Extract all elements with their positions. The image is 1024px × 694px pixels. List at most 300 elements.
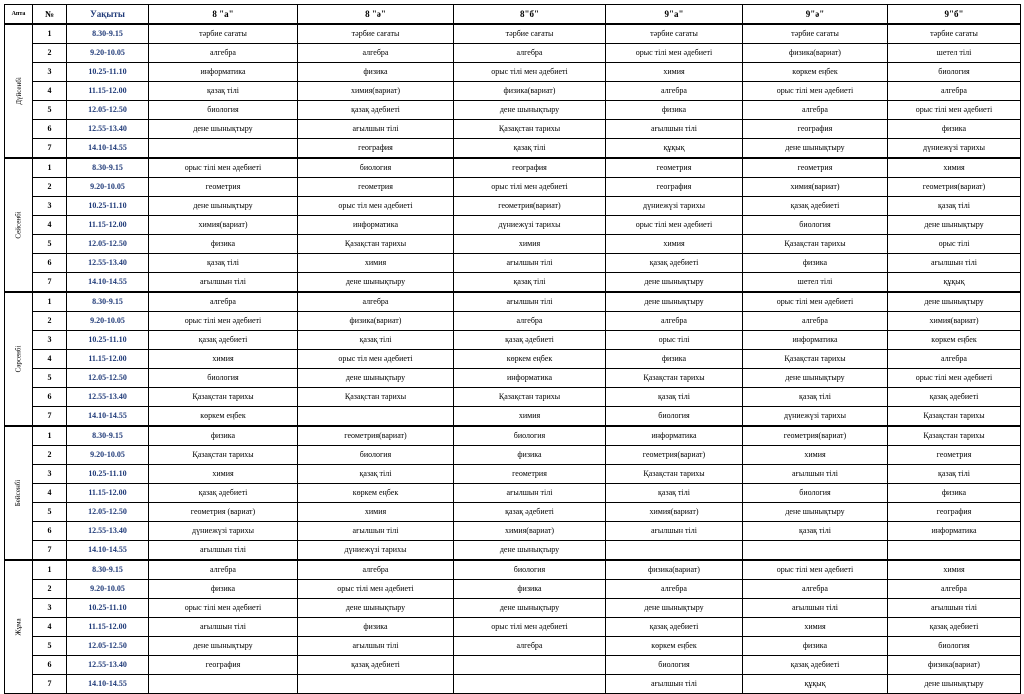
subject-cell: геометрия [454, 465, 606, 484]
subject-cell: орыс тіл мен әдебиеті [298, 197, 454, 216]
lesson-number: 4 [33, 618, 67, 637]
lesson-row [5, 331, 1021, 350]
subject-cell [606, 541, 743, 561]
subject-cell: қазақ тілі [888, 465, 1021, 484]
subject-cell: физика [606, 101, 743, 120]
subject-cell: физика [888, 120, 1021, 139]
lesson-row [5, 656, 1021, 675]
day-name: Сәрсенбі [14, 345, 23, 373]
lesson-number: 3 [33, 331, 67, 350]
lesson-number: 7 [33, 675, 67, 694]
subject-cell: Қазақстан тарихы [743, 350, 888, 369]
subject-cell: информатика [298, 216, 454, 235]
subject-cell: қазақ әдебиеті [149, 484, 298, 503]
subject-cell: информатика [743, 331, 888, 350]
subject-cell: физика [298, 618, 454, 637]
subject-cell: биология [606, 656, 743, 675]
subject-cell: Қазақстан тарихы [888, 407, 1021, 427]
lesson-number: 4 [33, 484, 67, 503]
subject-cell: биология [298, 446, 454, 465]
subject-cell: химия [743, 618, 888, 637]
subject-cell: қазақ тілі [606, 388, 743, 407]
subject-cell: алгебра [606, 312, 743, 331]
lesson-number: 2 [33, 446, 67, 465]
lesson-row [5, 158, 1021, 178]
subject-cell: ағылшын тілі [298, 120, 454, 139]
subject-cell: биология [149, 369, 298, 388]
subject-cell: дене шынықтыру [149, 197, 298, 216]
lesson-number: 3 [33, 465, 67, 484]
header-class-9b: 9"б" [888, 5, 1021, 25]
day-name: Бейсенбі [14, 479, 23, 507]
subject-cell: биология [454, 426, 606, 446]
lesson-row [5, 407, 1021, 427]
lesson-time: 14.10-14.55 [67, 675, 149, 694]
subject-cell: алгебра [888, 82, 1021, 101]
subject-cell: химия [298, 254, 454, 273]
subject-cell: геометрия (вариат) [149, 503, 298, 522]
day-cell [5, 292, 33, 426]
subject-cell: қазақ тілі [888, 197, 1021, 216]
subject-cell: физика(вариат) [606, 560, 743, 580]
subject-cell: алгебра [606, 82, 743, 101]
subject-cell: геометрия [888, 446, 1021, 465]
lesson-number: 1 [33, 158, 67, 178]
subject-cell: орыс тілі мен әдебиеті [743, 292, 888, 312]
lesson-row [5, 82, 1021, 101]
subject-cell: химия(вариат) [454, 522, 606, 541]
day-cell [5, 426, 33, 560]
subject-cell: химия [606, 63, 743, 82]
subject-cell: география [743, 120, 888, 139]
lesson-number: 3 [33, 63, 67, 82]
lesson-time: 14.10-14.55 [67, 139, 149, 159]
subject-cell: орыс тілі мен әдебиеті [298, 580, 454, 599]
lesson-number: 1 [33, 24, 67, 44]
subject-cell: ағылшын тілі [888, 254, 1021, 273]
subject-cell: шетел тілі [743, 273, 888, 293]
lesson-row [5, 273, 1021, 293]
lesson-time: 9.20-10.05 [67, 446, 149, 465]
subject-cell: орыс тілі [888, 235, 1021, 254]
subject-cell: алгебра [888, 580, 1021, 599]
lesson-number: 3 [33, 599, 67, 618]
subject-cell: Қазақстан тарихы [454, 388, 606, 407]
lesson-row [5, 216, 1021, 235]
lesson-number: 7 [33, 139, 67, 159]
subject-cell: биология [454, 560, 606, 580]
subject-cell: алгебра [606, 580, 743, 599]
subject-cell: көркем еңбек [454, 350, 606, 369]
subject-cell: дене шынықтыру [454, 599, 606, 618]
subject-cell: геометрия(вариат) [743, 426, 888, 446]
subject-cell: алгебра [743, 312, 888, 331]
subject-cell: биология [298, 158, 454, 178]
lesson-number: 1 [33, 560, 67, 580]
subject-cell: ағылшын тілі [298, 522, 454, 541]
lesson-row [5, 599, 1021, 618]
subject-cell: қазақ тілі [743, 522, 888, 541]
subject-cell: орыс тілі мен әдебиеті [606, 44, 743, 63]
subject-cell: дене шынықтыру [298, 273, 454, 293]
subject-cell: Қазақстан тарихы [606, 369, 743, 388]
subject-cell: дүниежүзі тарихы [298, 541, 454, 561]
subject-cell: информатика [888, 522, 1021, 541]
lesson-row [5, 254, 1021, 273]
subject-cell: құқық [743, 675, 888, 694]
subject-cell: дүниежүзі тарихы [606, 197, 743, 216]
subject-cell: биология [743, 484, 888, 503]
lesson-time: 14.10-14.55 [67, 273, 149, 293]
subject-cell: қазақ әдебиеті [743, 656, 888, 675]
subject-cell: биология [149, 101, 298, 120]
subject-cell: геометрия [606, 158, 743, 178]
subject-cell: ағылшын тілі [606, 675, 743, 694]
subject-cell: ағылшын тілі [606, 120, 743, 139]
subject-cell: тәрбие сағаты [743, 24, 888, 44]
subject-cell: физика [149, 580, 298, 599]
subject-cell: физика [298, 63, 454, 82]
lesson-row [5, 618, 1021, 637]
subject-cell: қазақ әдебиеті [298, 656, 454, 675]
subject-cell: көркем еңбек [606, 637, 743, 656]
lesson-time: 8.30-9.15 [67, 24, 149, 44]
lesson-time: 12.05-12.50 [67, 101, 149, 120]
subject-cell: құқық [888, 273, 1021, 293]
subject-cell: физика [454, 446, 606, 465]
lesson-time: 10.25-11.10 [67, 465, 149, 484]
subject-cell [298, 407, 454, 427]
lesson-number: 6 [33, 120, 67, 139]
subject-cell: алгебра [298, 560, 454, 580]
header-class-8ae: 8 "ә" [298, 5, 454, 25]
day-cell [5, 560, 33, 694]
subject-cell: алгебра [149, 292, 298, 312]
subject-cell: қазақ тілі [454, 139, 606, 159]
lesson-time: 14.10-14.55 [67, 407, 149, 427]
schedule-table [4, 4, 1021, 694]
subject-cell: информатика [149, 63, 298, 82]
subject-cell [454, 675, 606, 694]
header-week: Апта [5, 5, 33, 25]
lesson-time: 10.25-11.10 [67, 197, 149, 216]
subject-cell: физика [149, 426, 298, 446]
lesson-number: 7 [33, 541, 67, 561]
subject-cell: көркем еңбек [888, 331, 1021, 350]
subject-cell: география [888, 503, 1021, 522]
subject-cell: дене шынықтыру [888, 216, 1021, 235]
subject-cell: қазақ тілі [454, 273, 606, 293]
subject-cell: қазақ әдебиеті [606, 254, 743, 273]
subject-cell: дене шынықтыру [298, 599, 454, 618]
lesson-row [5, 235, 1021, 254]
subject-cell: орыс тілі [606, 331, 743, 350]
day-name: Сейсенбі [14, 211, 23, 239]
lesson-row [5, 675, 1021, 694]
subject-cell: орыс тілі мен әдебиеті [454, 178, 606, 197]
subject-cell: көркем еңбек [149, 407, 298, 427]
subject-cell [743, 541, 888, 561]
subject-cell: физика [454, 580, 606, 599]
subject-cell: география [606, 178, 743, 197]
subject-cell: қазақ тілі [298, 465, 454, 484]
subject-cell: тәрбие сағаты [298, 24, 454, 44]
subject-cell: Қазақстан тарихы [888, 426, 1021, 446]
subject-cell: шетел тілі [888, 44, 1021, 63]
day-cell [5, 24, 33, 158]
subject-cell: орыс тілі мен әдебиеті [149, 158, 298, 178]
subject-cell: орыс тіл мен әдебиеті [298, 350, 454, 369]
subject-cell: тәрбие сағаты [606, 24, 743, 44]
subject-cell: дене шынықтыру [298, 369, 454, 388]
subject-cell: дүниежүзі тарихы [743, 407, 888, 427]
lesson-row [5, 446, 1021, 465]
subject-cell: химия(вариат) [149, 216, 298, 235]
subject-cell: химия [149, 465, 298, 484]
subject-cell: химия [454, 235, 606, 254]
lesson-number: 7 [33, 273, 67, 293]
subject-cell: Қазақстан тарихы [298, 235, 454, 254]
lesson-time: 8.30-9.15 [67, 560, 149, 580]
lesson-row [5, 522, 1021, 541]
lesson-time: 11.15-12.00 [67, 216, 149, 235]
subject-cell: физика(вариат) [888, 656, 1021, 675]
lesson-time: 10.25-11.10 [67, 331, 149, 350]
lesson-number: 6 [33, 254, 67, 273]
lesson-time: 12.55-13.40 [67, 120, 149, 139]
subject-cell: ағылшын тілі [743, 465, 888, 484]
subject-cell: физика(вариат) [454, 82, 606, 101]
subject-cell: ағылшын тілі [743, 599, 888, 618]
lesson-number: 1 [33, 426, 67, 446]
subject-cell: дене шынықтыру [743, 139, 888, 159]
subject-cell: дене шынықтыру [606, 292, 743, 312]
subject-cell: қазақ тілі [606, 484, 743, 503]
subject-cell: қазақ әдебиеті [298, 101, 454, 120]
lesson-time: 11.15-12.00 [67, 350, 149, 369]
lesson-number: 2 [33, 44, 67, 63]
lesson-time: 12.05-12.50 [67, 503, 149, 522]
lesson-time: 12.05-12.50 [67, 369, 149, 388]
lesson-row [5, 197, 1021, 216]
subject-cell: дене шынықтыру [888, 675, 1021, 694]
lesson-time: 12.55-13.40 [67, 522, 149, 541]
subject-cell: биология [888, 63, 1021, 82]
subject-cell: биология [743, 216, 888, 235]
subject-cell: құқық [606, 139, 743, 159]
lesson-time: 8.30-9.15 [67, 158, 149, 178]
subject-cell: физика(вариат) [298, 312, 454, 331]
subject-cell: орыс тілі мен әдебиеті [888, 369, 1021, 388]
lesson-row [5, 484, 1021, 503]
lesson-number: 4 [33, 350, 67, 369]
subject-cell: ағылшын тілі [454, 254, 606, 273]
subject-cell: ағылшын тілі [888, 599, 1021, 618]
subject-cell: алгебра [454, 637, 606, 656]
lesson-time: 9.20-10.05 [67, 312, 149, 331]
subject-cell: қазақ әдебиеті [743, 197, 888, 216]
subject-cell: алгебра [743, 101, 888, 120]
lesson-row [5, 120, 1021, 139]
subject-cell: химия(вариат) [888, 312, 1021, 331]
subject-cell: тәрбие сағаты [888, 24, 1021, 44]
lesson-row [5, 369, 1021, 388]
subject-cell: орыс тілі мен әдебиеті [454, 618, 606, 637]
header-class-9a: 9"а" [606, 5, 743, 25]
lesson-row [5, 101, 1021, 120]
subject-cell: қазақ әдебиеті [149, 331, 298, 350]
subject-cell: информатика [606, 426, 743, 446]
lesson-number: 7 [33, 407, 67, 427]
lesson-row [5, 465, 1021, 484]
header-class-8b: 8"б" [454, 5, 606, 25]
subject-cell: геометрия(вариат) [888, 178, 1021, 197]
subject-cell: дене шынықтыру [888, 292, 1021, 312]
subject-cell [149, 139, 298, 159]
day-name: Дүйсенбі [14, 77, 23, 105]
subject-cell: физика [149, 235, 298, 254]
subject-cell: Қазақстан тарихы [454, 120, 606, 139]
subject-cell: орыс тілі мен әдебиеті [606, 216, 743, 235]
subject-cell: қазақ әдебиеті [454, 331, 606, 350]
lesson-number: 5 [33, 503, 67, 522]
subject-cell: орыс тілі мен әдебиеті [149, 599, 298, 618]
subject-cell: дүниежүзі тарихы [454, 216, 606, 235]
subject-cell: дене шынықтыру [149, 120, 298, 139]
subject-cell: қазақ тілі [149, 254, 298, 273]
subject-cell: физика [888, 484, 1021, 503]
subject-cell: Қазақстан тарихы [298, 388, 454, 407]
subject-cell: тәрбие сағаты [149, 24, 298, 44]
subject-cell: химия [298, 503, 454, 522]
subject-cell: химия [743, 446, 888, 465]
lesson-time: 12.55-13.40 [67, 388, 149, 407]
lesson-time: 9.20-10.05 [67, 580, 149, 599]
lesson-time: 8.30-9.15 [67, 426, 149, 446]
lesson-row [5, 63, 1021, 82]
subject-cell: қазақ тілі [149, 82, 298, 101]
lesson-row [5, 312, 1021, 331]
subject-cell: дүниежүзі тарихы [149, 522, 298, 541]
subject-cell: қазақ тілі [743, 388, 888, 407]
subject-cell: геометрия(вариат) [606, 446, 743, 465]
lesson-row [5, 580, 1021, 599]
subject-cell: биология [606, 407, 743, 427]
subject-cell: қазақ тілі [298, 331, 454, 350]
subject-cell: химия(вариат) [298, 82, 454, 101]
lesson-row [5, 178, 1021, 197]
lesson-row [5, 560, 1021, 580]
subject-cell: дене шынықтыру [454, 101, 606, 120]
schedule-body [5, 24, 1021, 694]
subject-cell: химия [149, 350, 298, 369]
lesson-number: 2 [33, 312, 67, 331]
subject-cell: физика(вариат) [743, 44, 888, 63]
lesson-number: 5 [33, 101, 67, 120]
header-class-9ae: 9"ә" [743, 5, 888, 25]
lesson-time: 14.10-14.55 [67, 541, 149, 561]
subject-cell: химия(вариат) [606, 503, 743, 522]
subject-cell: геометрия [298, 178, 454, 197]
subject-cell: алгебра [149, 44, 298, 63]
subject-cell: көркем еңбек [298, 484, 454, 503]
subject-cell: информатика [454, 369, 606, 388]
lesson-row [5, 350, 1021, 369]
subject-cell: ағылшын тілі [149, 618, 298, 637]
subject-cell: алгебра [454, 312, 606, 331]
subject-cell: орыс тілі мен әдебиеті [454, 63, 606, 82]
subject-cell: ағылшын тілі [149, 541, 298, 561]
lesson-number: 2 [33, 580, 67, 599]
subject-cell: ағылшын тілі [149, 273, 298, 293]
subject-cell: ағылшын тілі [454, 292, 606, 312]
subject-cell: дүниежүзі тарихы [888, 139, 1021, 159]
subject-cell: химия [606, 235, 743, 254]
subject-cell: Қазақстан тарихы [743, 235, 888, 254]
subject-cell: химия(вариат) [743, 178, 888, 197]
subject-cell: дене шынықтыру [606, 599, 743, 618]
subject-cell: алгебра [298, 292, 454, 312]
lesson-time: 12.55-13.40 [67, 254, 149, 273]
lesson-row [5, 637, 1021, 656]
subject-cell [888, 541, 1021, 561]
lesson-number: 5 [33, 637, 67, 656]
subject-cell: орыс тілі мен әдебиеті [149, 312, 298, 331]
lesson-row [5, 503, 1021, 522]
subject-cell: орыс тілі мен әдебиеті [743, 82, 888, 101]
lesson-time: 9.20-10.05 [67, 178, 149, 197]
lesson-row [5, 426, 1021, 446]
subject-cell: алгебра [298, 44, 454, 63]
subject-cell: қазақ әдебиеті [606, 618, 743, 637]
subject-cell: қазақ әдебиеті [888, 388, 1021, 407]
subject-cell: география [298, 139, 454, 159]
subject-cell [149, 675, 298, 694]
lesson-row [5, 44, 1021, 63]
subject-cell: көркем еңбек [743, 63, 888, 82]
lesson-row [5, 24, 1021, 44]
subject-cell [298, 675, 454, 694]
subject-cell: дене шынықтыру [743, 369, 888, 388]
lesson-time: 11.15-12.00 [67, 484, 149, 503]
header-class-8a: 8 "а" [149, 5, 298, 25]
lesson-time: 10.25-11.10 [67, 599, 149, 618]
lesson-time: 12.05-12.50 [67, 637, 149, 656]
lesson-row [5, 292, 1021, 312]
subject-cell: физика [743, 637, 888, 656]
day-name: Жұма [14, 618, 23, 636]
subject-cell: қазақ әдебиеті [888, 618, 1021, 637]
subject-cell: тәрбие сағаты [454, 24, 606, 44]
subject-cell: ағылшын тілі [298, 637, 454, 656]
subject-cell: геометрия [149, 178, 298, 197]
lesson-number: 5 [33, 369, 67, 388]
subject-cell: дене шынықтыру [454, 541, 606, 561]
lesson-number: 2 [33, 178, 67, 197]
subject-cell: Қазақстан тарихы [149, 446, 298, 465]
lesson-row [5, 388, 1021, 407]
lesson-number: 3 [33, 197, 67, 216]
subject-cell: география [149, 656, 298, 675]
subject-cell [454, 656, 606, 675]
header-time: Уақыты [67, 5, 149, 25]
lesson-row [5, 139, 1021, 159]
lesson-number: 6 [33, 656, 67, 675]
lesson-time: 8.30-9.15 [67, 292, 149, 312]
subject-cell: химия [454, 407, 606, 427]
subject-cell: физика [743, 254, 888, 273]
subject-cell: геометрия(вариат) [454, 197, 606, 216]
